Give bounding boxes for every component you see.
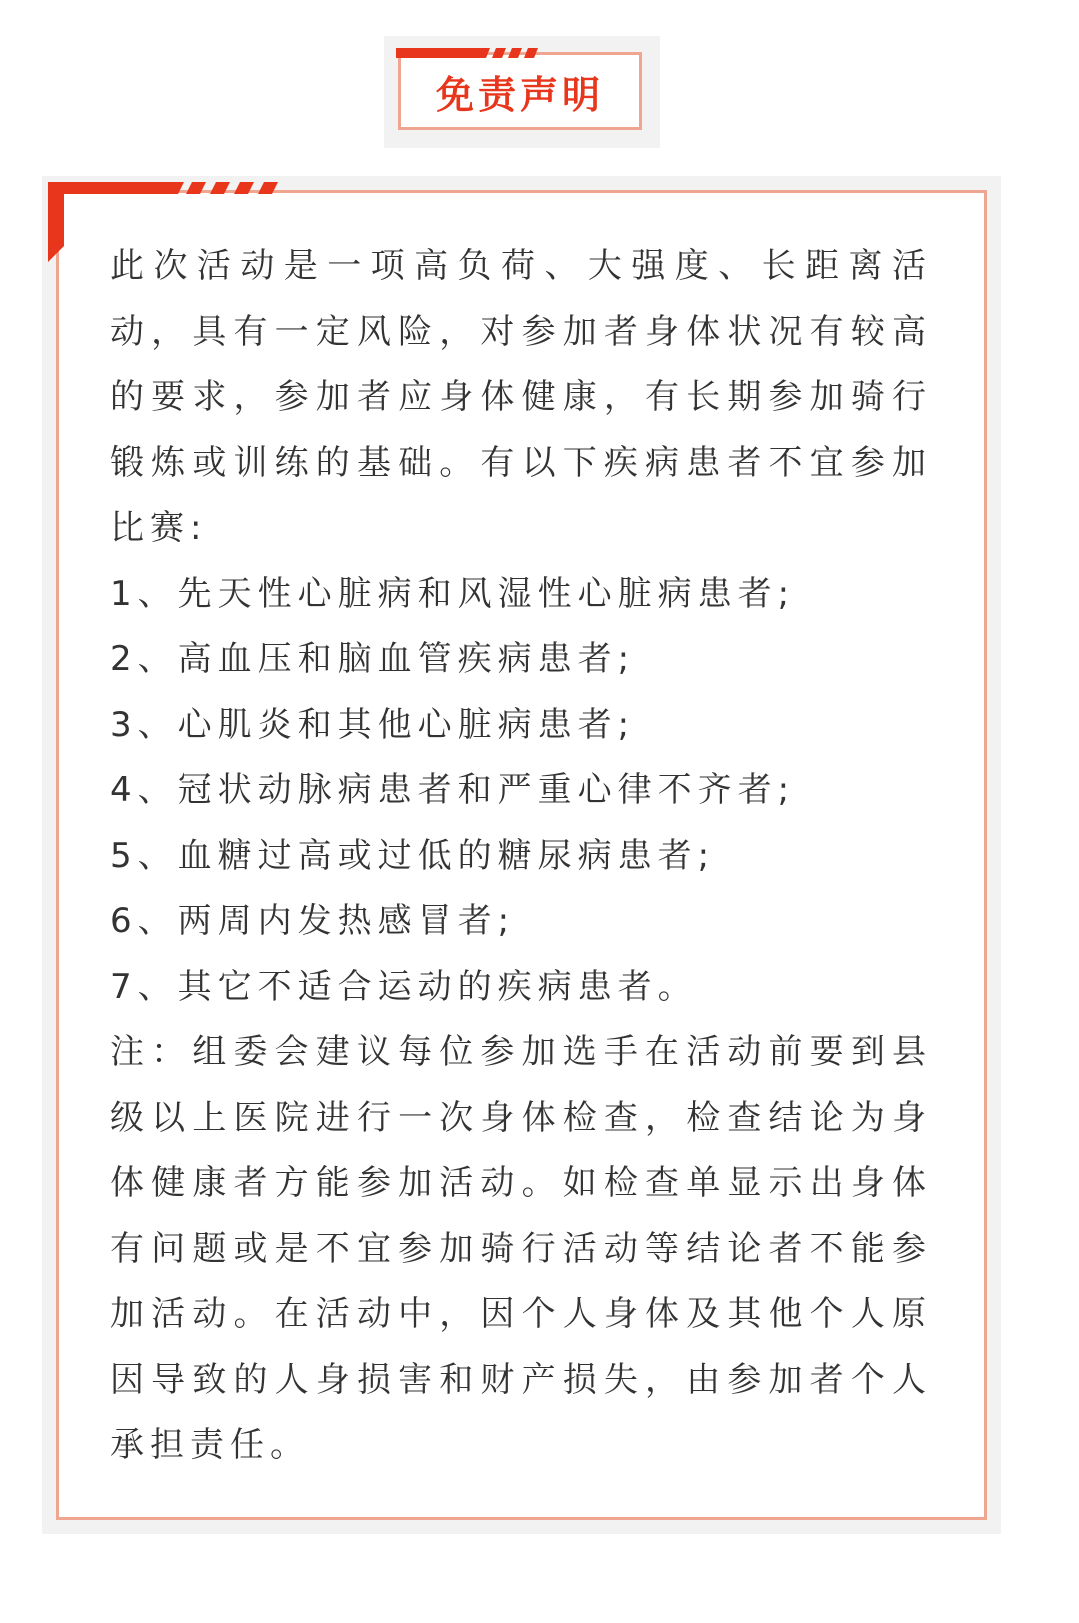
title-stripe-decoration (396, 48, 546, 58)
list-item: 7、其它不适合运动的疾病患者。 (110, 966, 698, 1007)
list-item: 2、高血压和脑血管疾病患者; (110, 639, 636, 679)
title-frame (398, 52, 642, 130)
list-item: 1、先天性心脏病和风湿性心脏病患者; (110, 573, 796, 614)
list-item: 6、两周内发热感冒者; (110, 901, 516, 941)
intro-paragraph: 此次活动是一项高负荷、大强度、长距离活动，具有一定风险，对参加者身体状况有较高的要求，参加者应身体健康，有长期参加骑行锻炼或训练的基础。有以下疾病患者不宜参加比赛: (110, 246, 932, 548)
title-badge (384, 36, 660, 148)
list-item: 4、冠状动脉病患者和严重心律不齐者; (110, 770, 796, 810)
list-item: 5、血糖过高或过低的糖尿病患者; (110, 835, 716, 876)
list-item: 3、心肌炎和其他心脏病患者; (110, 704, 636, 745)
page-title: 免责声明 (435, 72, 604, 117)
disclaimer-body (110, 234, 932, 1479)
note-paragraph: 注：组委会建议每位参加选手在活动前要到县级以上医院进行一次身体检查，检查结论为身体健康者方能参加活动。如检查单显示出身体有问题或是不宜参加骑行活动等结论者不能参加活动。在活动中，因个人身体及其他个人原因导致的人身损害和财产损失，由参加者个人承担责任。 (110, 1032, 932, 1465)
